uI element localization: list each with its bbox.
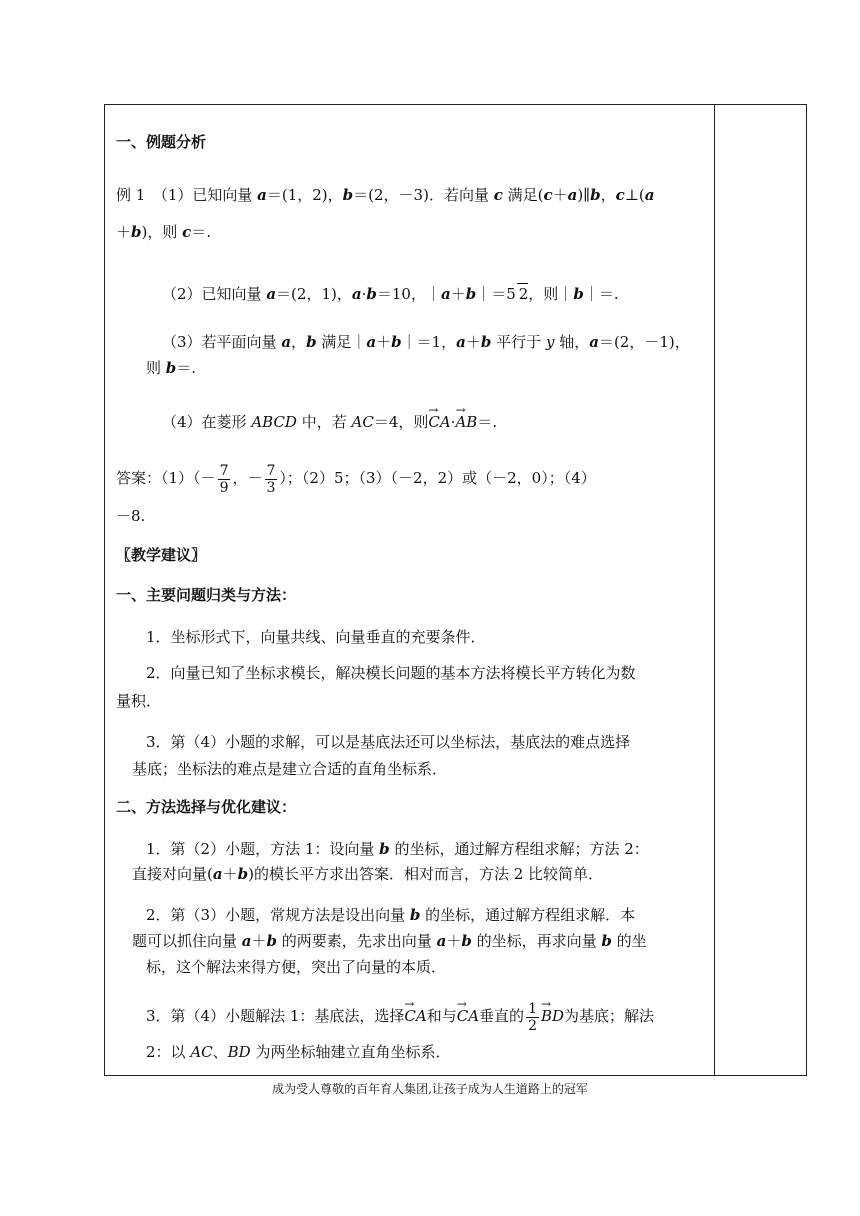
advice-2-item-1-line-2: 直接对向量(a＋b)的模长平方求出答案．相对而言，方法 2 比较简单． <box>132 865 604 883</box>
example-label: 例 1 <box>116 186 146 204</box>
section-title-examples: 一、例题分析 <box>116 133 207 151</box>
example-1-part-1-line-2: ＋b)，则 c＝. <box>116 223 212 241</box>
advice-1-item-1: 1．坐标形式下，向量共线、向量垂直的充要条件． <box>146 628 486 646</box>
advice-1-item-3-line-1: 3．第（4）小题的求解，可以是基底法还可以坐标法，基底法的难点选择 <box>146 733 631 751</box>
advice-2-item-2-line-2: 题可以抓住向量 a＋b 的两要素，先求出向量 a＋b 的坐标，再求向量 b 的坐 <box>132 932 647 950</box>
advice-2-item-1-line-1: 1．第（2）小题，方法 1：设向量 b 的坐标，通过解方程组求解；方法 2： <box>146 840 649 858</box>
example-1-part-4: （4）在菱形 ABCD 中，若 AC＝4，则→ CA·→ AB＝. <box>162 412 497 432</box>
advice-2-item-3-line-2: 2：以 AC、BD 为两坐标轴建立直角坐标系． <box>146 1043 451 1061</box>
advice-2-item-3-line-1: 3．第（4）小题解法 1：基底法，选择→ CA和与→ CA垂直的 $\frac{1}{2}$ → BD为基底；解法 <box>146 998 654 1034</box>
advice-section-1-title: 一、主要问题归类与方法： <box>116 586 297 604</box>
advice-1-item-2-line-1: 2．向量已知了坐标求模长，解决模长问题的基本方法将模长平方转化为数 <box>146 664 636 682</box>
example-1-part-2: （2）已知向量 a＝(2，1)，a·b＝10，｜a＋b｜＝5 2，则｜b｜＝. <box>162 285 619 303</box>
page-footer: 成为受人尊敬的百年育人集团,让孩子成为人生道路上的冠军 <box>272 1082 588 1096</box>
advice-section-2-title: 二、方法选择与优化建议： <box>116 798 297 816</box>
advice-1-item-3-line-2: 基底；坐标法的难点是建立合适的直角坐标系． <box>132 760 448 778</box>
example-1-part-3-line-2: 则 b＝. <box>146 359 197 377</box>
answer-label: 答案： <box>116 469 162 487</box>
advice-1-item-2-line-2: 量积． <box>116 692 162 710</box>
advice-2-item-2-line-3: 标，这个解法来得方便，突出了向量的本质． <box>146 958 447 976</box>
teaching-advice-title: 〖教学建议〗 <box>116 546 207 564</box>
answer-line-1: 答案：（1）（－ $\frac{7}{9}$ ，－ $\frac{7}{3}$ ）；（2）5；（3）（－2，2）或（－2，0）；（4） <box>116 462 596 496</box>
example-1-part-3-line-1: （3）若平面向量 a，b 满足｜a＋b｜＝1，a＋b 平行于 y 轴，a＝(2，－1)， <box>162 333 690 351</box>
table-column-divider <box>714 104 715 1076</box>
example-1-part-1-line-1: 例 1 （1）已知向量 a＝(1，2)，b＝(2，－3)．若向量 c 满足(c＋a)∥b，c⊥(a <box>116 186 655 204</box>
answer-line-2: －8. <box>116 507 146 525</box>
advice-2-item-2-line-1: 2．第（3）小题，常规方法是设出向量 b 的坐标，通过解方程组求解．本 <box>146 906 636 924</box>
